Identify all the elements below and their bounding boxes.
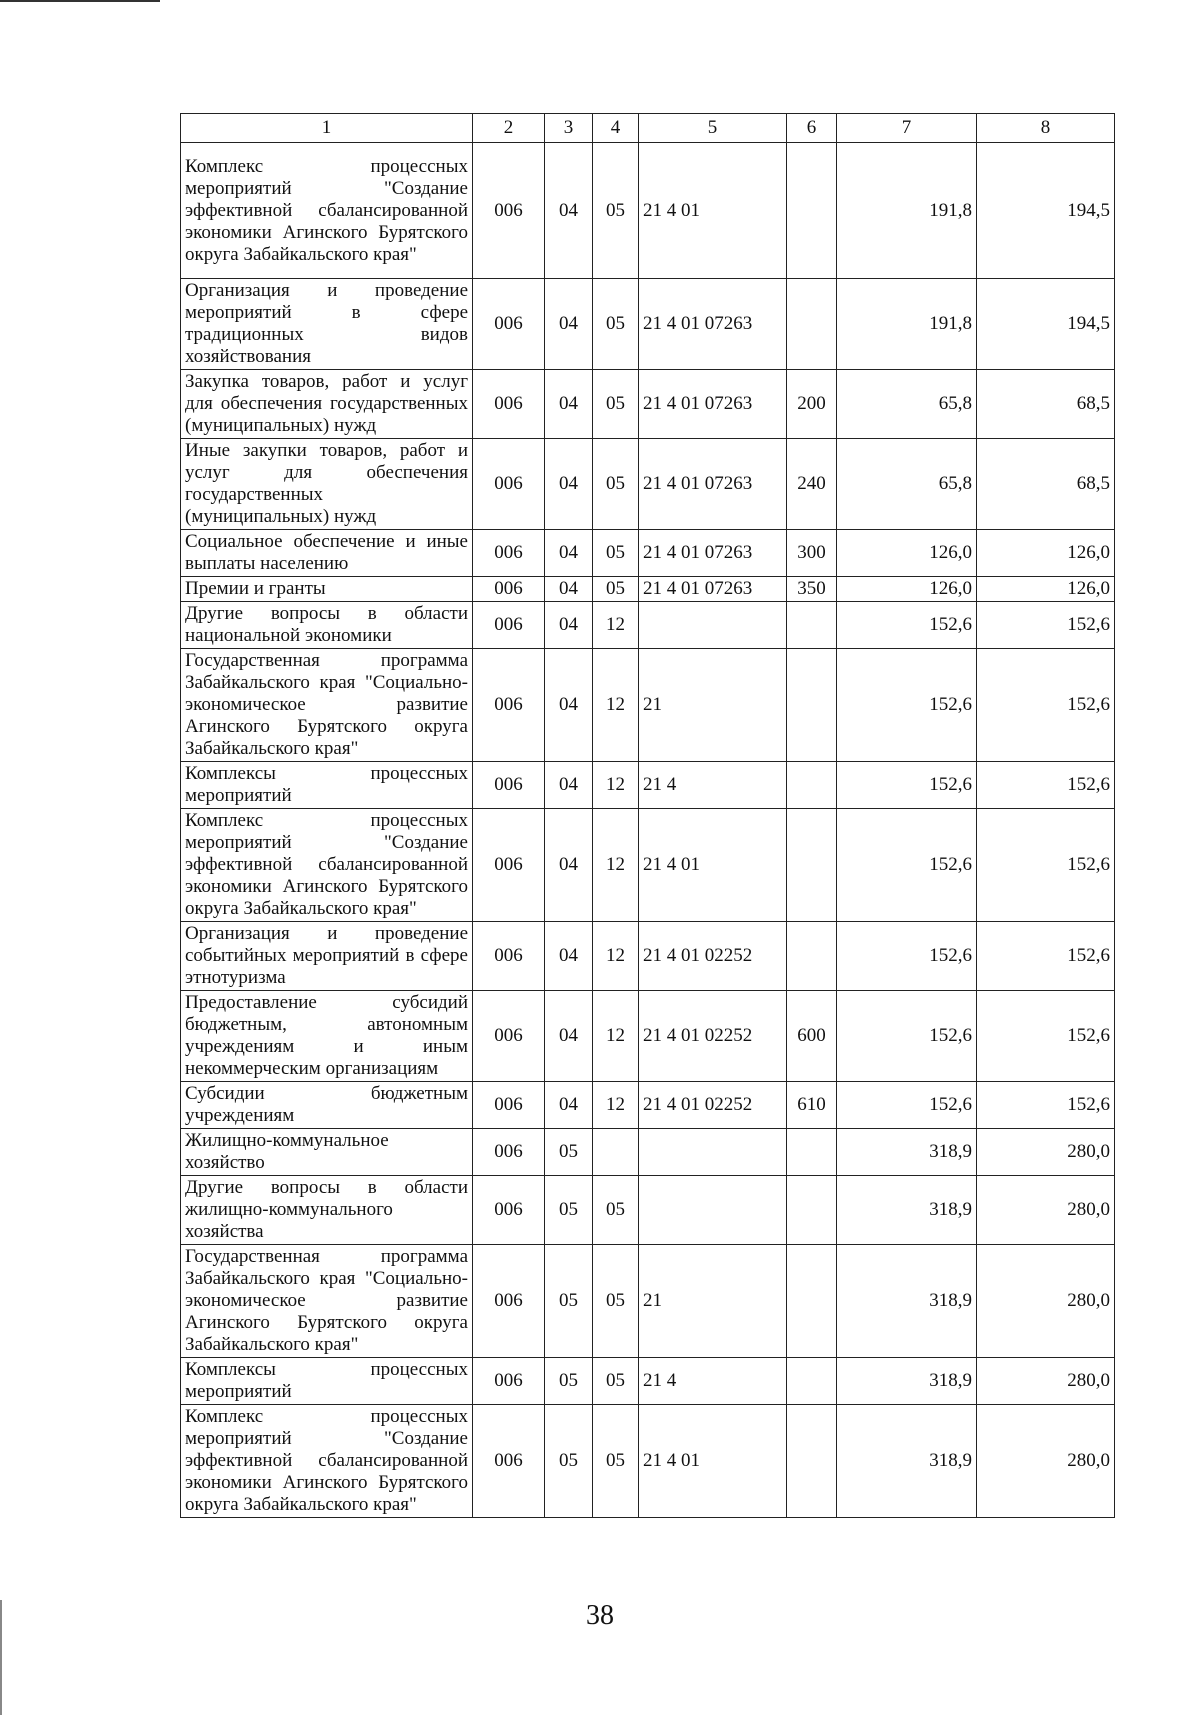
target-article-code: 21	[639, 1245, 787, 1358]
scan-artifact-line	[0, 0, 160, 2]
subsection-code: 05	[593, 143, 639, 279]
section-code: 04	[545, 279, 593, 370]
target-article-code	[639, 602, 787, 649]
subsection-code	[593, 1129, 639, 1176]
subsection-code: 12	[593, 922, 639, 991]
row-name: Другие вопросы в области национальной экономики	[181, 602, 473, 649]
section-code: 04	[545, 370, 593, 439]
amount-year-2: 194,5	[977, 143, 1115, 279]
table-row	[181, 991, 1115, 1082]
target-article-code: 21 4 01 07263	[639, 577, 787, 602]
column-header: 3	[545, 114, 593, 143]
amount-year-2: 68,5	[977, 370, 1115, 439]
target-article-code: 21 4 01 07263	[639, 370, 787, 439]
amount-year-2: 152,6	[977, 762, 1115, 809]
target-article-code: 21 4	[639, 762, 787, 809]
subsection-code: 05	[593, 1245, 639, 1358]
row-name: Социальное обеспечение и иные выплаты населению	[181, 530, 473, 577]
expense-type-code	[787, 649, 837, 762]
amount-year-2: 126,0	[977, 530, 1115, 577]
table-row	[181, 649, 1115, 762]
budget-table-body	[181, 114, 1115, 1518]
expense-type-code: 350	[787, 577, 837, 602]
section-code: 05	[545, 1129, 593, 1176]
target-article-code: 21 4 01 02252	[639, 991, 787, 1082]
amount-year-1: 152,6	[837, 809, 977, 922]
row-name: Государственная программа Забайкальского края "Социально-экономическое развитие Агинского Бурятского округа Забайкальского края"	[181, 1245, 473, 1358]
row-name: Организация и проведение мероприятий в сфере традиционных видов хозяйствования	[181, 279, 473, 370]
column-header: 8	[977, 114, 1115, 143]
subsection-code: 12	[593, 762, 639, 809]
table-row	[181, 143, 1115, 279]
amount-year-1: 318,9	[837, 1245, 977, 1358]
admin-code: 006	[473, 439, 545, 530]
subsection-code: 05	[593, 1176, 639, 1245]
section-code: 04	[545, 530, 593, 577]
section-code: 04	[545, 991, 593, 1082]
subsection-code: 05	[593, 1358, 639, 1405]
row-name: Субсидии бюджетным учреждениям	[181, 1082, 473, 1129]
row-name: Премии и гранты	[181, 577, 473, 602]
table-row	[181, 602, 1115, 649]
amount-year-1: 152,6	[837, 991, 977, 1082]
table-row	[181, 1176, 1115, 1245]
section-code: 04	[545, 143, 593, 279]
subsection-code: 12	[593, 1082, 639, 1129]
admin-code: 006	[473, 1358, 545, 1405]
amount-year-2: 152,6	[977, 649, 1115, 762]
section-code: 04	[545, 809, 593, 922]
admin-code: 006	[473, 143, 545, 279]
expense-type-code	[787, 602, 837, 649]
section-code: 04	[545, 1082, 593, 1129]
expense-type-code	[787, 1405, 837, 1518]
amount-year-2: 152,6	[977, 602, 1115, 649]
table-row	[181, 1358, 1115, 1405]
target-article-code: 21 4 01	[639, 1405, 787, 1518]
subsection-code: 05	[593, 370, 639, 439]
section-code: 04	[545, 922, 593, 991]
expense-type-code: 240	[787, 439, 837, 530]
amount-year-1: 152,6	[837, 762, 977, 809]
column-number-row	[181, 114, 1115, 143]
amount-year-2: 152,6	[977, 922, 1115, 991]
amount-year-2: 280,0	[977, 1245, 1115, 1358]
column-header: 2	[473, 114, 545, 143]
row-name: Комплексы процессных мероприятий	[181, 762, 473, 809]
page-number: 38	[586, 1600, 614, 1631]
amount-year-1: 191,8	[837, 279, 977, 370]
table-row	[181, 439, 1115, 530]
row-name: Организация и проведение событийных мероприятий в сфере этнотуризма	[181, 922, 473, 991]
table-row	[181, 1082, 1115, 1129]
expense-type-code: 200	[787, 370, 837, 439]
target-article-code: 21 4 01 07263	[639, 439, 787, 530]
target-article-code: 21 4 01 02252	[639, 1082, 787, 1129]
subsection-code: 05	[593, 530, 639, 577]
table-row	[181, 577, 1115, 602]
amount-year-1: 318,9	[837, 1176, 977, 1245]
admin-code: 006	[473, 1176, 545, 1245]
expense-type-code	[787, 143, 837, 279]
table-row	[181, 530, 1115, 577]
row-name: Закупка товаров, работ и услуг для обеспечения государственных (муниципальных) нужд	[181, 370, 473, 439]
section-code: 05	[545, 1176, 593, 1245]
expense-type-code	[787, 809, 837, 922]
amount-year-2: 280,0	[977, 1358, 1115, 1405]
expense-type-code	[787, 1358, 837, 1405]
expense-type-code: 300	[787, 530, 837, 577]
admin-code: 006	[473, 1245, 545, 1358]
row-name: Иные закупки товаров, работ и услуг для обеспечения государственных (муниципальных) нужд	[181, 439, 473, 530]
subsection-code: 12	[593, 991, 639, 1082]
admin-code: 006	[473, 1082, 545, 1129]
table-row	[181, 1405, 1115, 1518]
admin-code: 006	[473, 991, 545, 1082]
amount-year-2: 194,5	[977, 279, 1115, 370]
expense-type-code	[787, 1245, 837, 1358]
section-code: 04	[545, 439, 593, 530]
target-article-code	[639, 1176, 787, 1245]
admin-code: 006	[473, 1129, 545, 1176]
amount-year-1: 152,6	[837, 1082, 977, 1129]
subsection-code: 12	[593, 809, 639, 922]
column-header: 4	[593, 114, 639, 143]
admin-code: 006	[473, 809, 545, 922]
row-name: Комплекс процессных мероприятий "Создание эффективной сбалансированной экономики Агинского Бурятского округа Забайкальского края"	[181, 143, 473, 279]
section-code: 05	[545, 1245, 593, 1358]
amount-year-1: 65,8	[837, 370, 977, 439]
subsection-code: 12	[593, 602, 639, 649]
admin-code: 006	[473, 602, 545, 649]
amount-year-1: 318,9	[837, 1129, 977, 1176]
amount-year-1: 126,0	[837, 530, 977, 577]
target-article-code: 21 4 01	[639, 143, 787, 279]
subsection-code: 05	[593, 439, 639, 530]
subsection-code: 12	[593, 649, 639, 762]
section-code: 05	[545, 1405, 593, 1518]
section-code: 04	[545, 762, 593, 809]
admin-code: 006	[473, 577, 545, 602]
amount-year-2: 280,0	[977, 1176, 1115, 1245]
subsection-code: 05	[593, 279, 639, 370]
column-header: 7	[837, 114, 977, 143]
subsection-code: 05	[593, 1405, 639, 1518]
section-code: 04	[545, 602, 593, 649]
row-name: Комплекс процессных мероприятий "Создание эффективной сбалансированной экономики Агинского Бурятского округа Забайкальского края"	[181, 1405, 473, 1518]
row-name: Жилищно-коммунальное хозяйство	[181, 1129, 473, 1176]
table-row	[181, 279, 1115, 370]
admin-code: 006	[473, 762, 545, 809]
expense-type-code	[787, 922, 837, 991]
amount-year-1: 65,8	[837, 439, 977, 530]
admin-code: 006	[473, 1405, 545, 1518]
expense-type-code	[787, 279, 837, 370]
expense-type-code: 600	[787, 991, 837, 1082]
target-article-code	[639, 1129, 787, 1176]
column-header: 6	[787, 114, 837, 143]
amount-year-2: 126,0	[977, 577, 1115, 602]
amount-year-1: 191,8	[837, 143, 977, 279]
column-header: 5	[639, 114, 787, 143]
table-row	[181, 922, 1115, 991]
target-article-code: 21	[639, 649, 787, 762]
amount-year-2: 152,6	[977, 809, 1115, 922]
expense-type-code	[787, 1176, 837, 1245]
row-name: Комплекс процессных мероприятий "Создание эффективной сбалансированной экономики Агинского Бурятского округа Забайкальского края"	[181, 809, 473, 922]
row-name: Государственная программа Забайкальского края "Социально-экономическое развитие Агинского Бурятского округа Забайкальского края"	[181, 649, 473, 762]
target-article-code: 21 4 01 02252	[639, 922, 787, 991]
amount-year-1: 126,0	[837, 577, 977, 602]
row-name: Предоставление субсидий бюджетным, автономным учреждениям и иным некоммерческим организациям	[181, 991, 473, 1082]
admin-code: 006	[473, 922, 545, 991]
admin-code: 006	[473, 649, 545, 762]
amount-year-1: 152,6	[837, 602, 977, 649]
row-name: Другие вопросы в области жилищно-коммунального хозяйства	[181, 1176, 473, 1245]
target-article-code: 21 4 01 07263	[639, 279, 787, 370]
admin-code: 006	[473, 370, 545, 439]
subsection-code: 05	[593, 577, 639, 602]
budget-table	[180, 113, 1115, 1518]
table-row	[181, 762, 1115, 809]
amount-year-1: 318,9	[837, 1358, 977, 1405]
table-row	[181, 809, 1115, 922]
admin-code: 006	[473, 279, 545, 370]
expense-type-code	[787, 1129, 837, 1176]
amount-year-1: 318,9	[837, 1405, 977, 1518]
row-name: Комплексы процессных мероприятий	[181, 1358, 473, 1405]
target-article-code: 21 4	[639, 1358, 787, 1405]
table-row	[181, 1129, 1115, 1176]
admin-code: 006	[473, 530, 545, 577]
target-article-code: 21 4 01	[639, 809, 787, 922]
expense-type-code	[787, 762, 837, 809]
section-code: 05	[545, 1358, 593, 1405]
section-code: 04	[545, 577, 593, 602]
expense-type-code: 610	[787, 1082, 837, 1129]
target-article-code: 21 4 01 07263	[639, 530, 787, 577]
table-row	[181, 1245, 1115, 1358]
amount-year-2: 280,0	[977, 1405, 1115, 1518]
table-row	[181, 370, 1115, 439]
amount-year-2: 152,6	[977, 1082, 1115, 1129]
amount-year-2: 152,6	[977, 991, 1115, 1082]
section-code: 04	[545, 649, 593, 762]
amount-year-2: 280,0	[977, 1129, 1115, 1176]
column-header: 1	[181, 114, 473, 143]
amount-year-1: 152,6	[837, 922, 977, 991]
amount-year-1: 152,6	[837, 649, 977, 762]
amount-year-2: 68,5	[977, 439, 1115, 530]
